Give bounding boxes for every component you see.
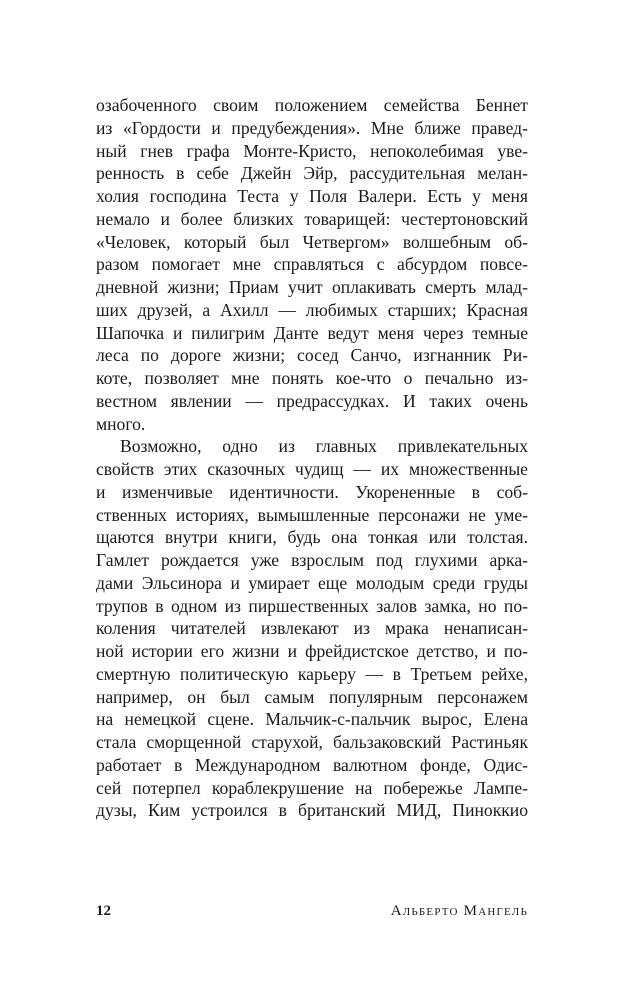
text-line: немало и более близких товарищей: честертоновский <box>96 208 528 229</box>
text-line: «Человек, который был Четвергом» волшебным об- <box>96 231 528 252</box>
text-line: Гамлет рождается уже взрослым под глухими арка- <box>96 550 528 570</box>
text-line: ный гнев графа Монте-Кристо, непоколебимая уве- <box>96 140 528 161</box>
page-body <box>96 94 528 822</box>
text-line: коте, позволяет мне понять кое-что о печально из- <box>96 368 528 388</box>
text-line: коления читателей извлекают из мрака ненаписан- <box>96 618 528 639</box>
page-footer <box>96 903 528 920</box>
text-line: холия господина Теста у Поля Валери. Есть у меня <box>96 186 528 206</box>
paragraph-start-line: Возможно, одно из главных привлекательных <box>120 436 528 457</box>
text-line: дами Эльсинора и умирает еще молодым среди груды <box>96 572 528 593</box>
text-line: трупов в одном из пиршественных залов замка, но по- <box>96 595 528 616</box>
text-line: свойств этих сказочных чудищ — их множественные <box>96 459 528 479</box>
text-line: работает в Международном валютном фонде, Одис- <box>96 754 528 775</box>
running-head-author: Альберто Мангель <box>390 903 528 919</box>
text-line: смертную политическую карьеру — в Третьем рейхе, <box>96 663 528 684</box>
text-line: ной истории его жизни и фрейдистское детство, и по- <box>96 641 528 661</box>
text-line: ших друзей, а Ахилл — любимых старших; Красная <box>96 299 528 320</box>
text-line: ренность в себе Джейн Эйр, рассудительная мелан- <box>96 163 528 184</box>
text-line: дузы, Ким устроился в британский МИД, Пиноккио <box>96 800 528 821</box>
text-line: стала сморщенной старухой, бальзаковский Растиньяк <box>96 732 528 752</box>
text-line: на немецкой сцене. Мальчик-с-пальчик вырос, Елена <box>96 709 528 730</box>
text-line: и изменчивые идентичности. Укорененные в соб- <box>96 481 528 502</box>
page-number: 12 <box>96 903 111 919</box>
text-line: щаются внутри книги, будь она тонкая или толстая. <box>96 527 528 548</box>
text-line: разом помогает мне справляться с абсурдом повсе- <box>96 254 528 275</box>
text-line: сей потерпел кораблекрушение на побережье Лампе- <box>96 777 528 798</box>
text-line: из «Гордости и предубеждения». Мне ближе правед- <box>96 117 528 138</box>
text-line: ственных историях, вымышленные персонажи не уме- <box>96 504 528 525</box>
text-line: озабоченного своим положением семейства Беннет <box>96 95 528 115</box>
text-line: Шапочка и пилигрим Данте ведут меня через темные <box>96 322 528 343</box>
text-line: вестном явлении — предрассудках. И таких очень <box>96 390 528 411</box>
text-line: например, он был самым популярным персонажем <box>96 686 528 707</box>
text-line: дневной жизни; Приам учит оплакивать смерть млад- <box>96 277 528 297</box>
text-line: леса по дороге жизни; сосед Санчо, изгнанник Ри- <box>96 345 528 366</box>
paragraph-end-line: много. <box>96 413 146 434</box>
